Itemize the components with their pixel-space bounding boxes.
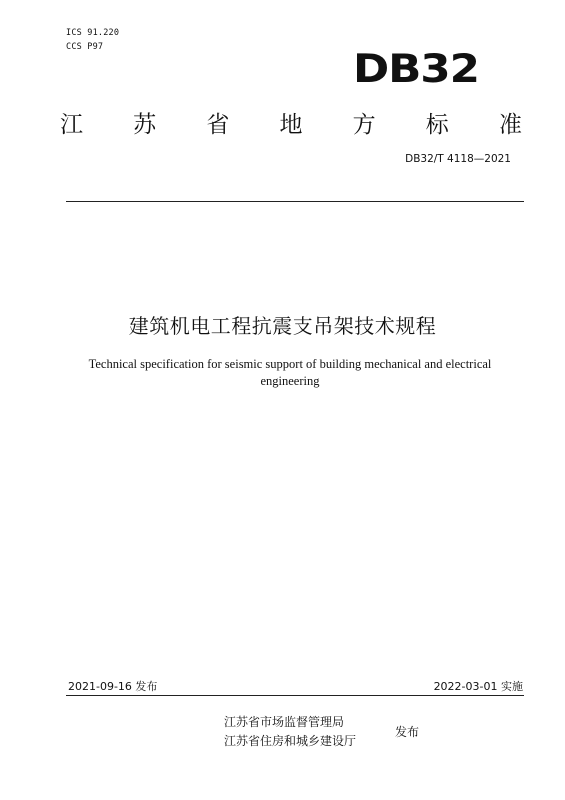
issuing-authorities <box>224 713 356 751</box>
issuer-name: 江苏省市场监督管理局 <box>224 715 345 729</box>
footer-divider <box>66 695 524 696</box>
category-char: 省 <box>206 112 230 138</box>
category-char: 江 <box>60 112 83 138</box>
issuer-name: 江苏省住房和城乡建设厅 <box>224 734 357 748</box>
category-char: 地 <box>279 112 303 138</box>
category-char: 标 <box>425 112 449 138</box>
category-char: 方 <box>352 112 376 138</box>
document-title-chinese: 建筑机电工程抗震支吊架技术规程 <box>128 314 437 338</box>
issue-label: 发布 <box>395 725 420 739</box>
implementation-date: 2022-03-01 实施 <box>433 680 523 693</box>
category-char: 准 <box>498 112 522 138</box>
ccs-code: CCS P97 <box>66 42 104 52</box>
standard-number: DB32/T 4118—2021 <box>405 153 511 165</box>
db32-logo: DB32 <box>353 47 479 92</box>
release-date: 2021-09-16 发布 <box>68 680 158 693</box>
ics-code: ICS 91.220 <box>66 28 120 38</box>
standard-category-title <box>60 110 522 140</box>
category-char: 苏 <box>133 112 157 138</box>
document-title-english: Technical specification for seismic support of building mechanical and electrical engineering <box>88 357 492 388</box>
header-divider <box>66 201 524 202</box>
